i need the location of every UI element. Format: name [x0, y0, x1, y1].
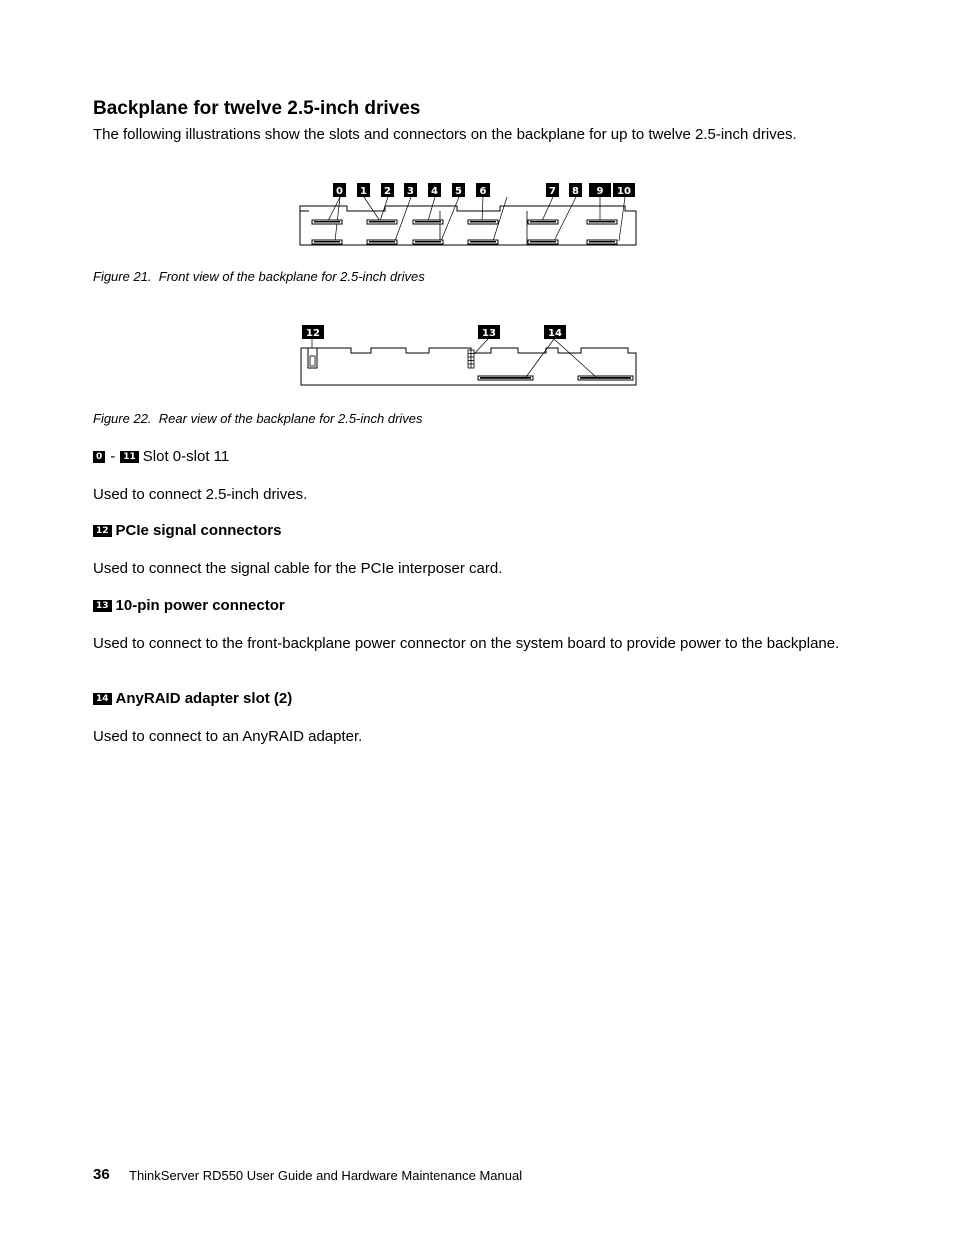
figure-22-label: Figure 22.	[93, 411, 152, 426]
front-slot-connectors	[312, 220, 617, 244]
front-board-outline	[300, 206, 636, 245]
power-badge: 13	[93, 600, 112, 612]
manual-title: ThinkServer RD550 User Guide and Hardware Maintenance Manual	[129, 1168, 523, 1183]
rear-backplane-figure	[296, 322, 641, 390]
power-title: 10-pin power connector	[115, 597, 285, 614]
figure-21-label: Figure 21.	[93, 269, 152, 284]
callout-4: 4	[431, 186, 438, 197]
front-backplane-figure	[295, 180, 645, 252]
callout-7: 7	[549, 186, 556, 197]
callout-12: 12	[306, 328, 320, 339]
section-title: Backplane for twelve 2.5-inch drives	[93, 98, 421, 119]
callout-5: 5	[455, 186, 462, 197]
pcie-heading	[93, 522, 281, 539]
slot-range-label: Slot 0-slot 11	[142, 448, 230, 465]
slots-description: Used to connect 2.5-inch drives.	[93, 486, 308, 503]
pcie-badge: 12	[93, 525, 112, 537]
anyraid-slot-shapes	[478, 376, 633, 380]
callout-10: 10	[617, 186, 631, 197]
callout-9: 9	[596, 186, 604, 197]
callout-6: 6	[479, 186, 487, 197]
anyraid-badge: 14	[93, 693, 112, 705]
intro-paragraph: The following illustrations show the slots and connectors on the backplane for up to twelve 2.5-inch drives.	[93, 126, 797, 143]
slot-start-badge: 0	[93, 451, 105, 463]
pcie-description: Used to connect the signal cable for the PCIe interposer card.	[93, 560, 503, 577]
figure-22-caption	[93, 411, 423, 426]
power-connector-shape	[468, 350, 474, 368]
callout-2: 2	[384, 186, 391, 197]
slot-range-heading	[93, 448, 229, 465]
figure-21-caption	[93, 269, 425, 284]
callout-3: 3	[407, 186, 414, 197]
power-description: Used to connect to the front-backplane power connector on the system board to provide power to the backplane.	[93, 635, 840, 652]
pcie-title: PCIe signal connectors	[115, 522, 282, 539]
rear-callouts	[302, 325, 566, 339]
front-callouts	[333, 183, 635, 197]
anyraid-title: AnyRAID adapter slot (2)	[115, 690, 293, 707]
slot-end-badge: 11	[120, 451, 139, 463]
figure-21-text: Front view of the backplane for 2.5-inch drives	[158, 269, 425, 284]
callout-1: 1	[360, 186, 367, 197]
power-heading	[93, 597, 285, 614]
callout-13: 13	[482, 328, 496, 339]
anyraid-heading	[93, 690, 292, 707]
anyraid-description: Used to connect to an AnyRAID adapter.	[93, 728, 363, 745]
callout-8: 8	[572, 186, 579, 197]
figure-22-text: Rear view of the backplane for 2.5-inch drives	[158, 411, 423, 426]
callout-0: 0	[336, 186, 343, 197]
range-separator: -	[110, 448, 116, 465]
page-number: 36	[93, 1166, 110, 1183]
callout-14: 14	[548, 328, 562, 339]
